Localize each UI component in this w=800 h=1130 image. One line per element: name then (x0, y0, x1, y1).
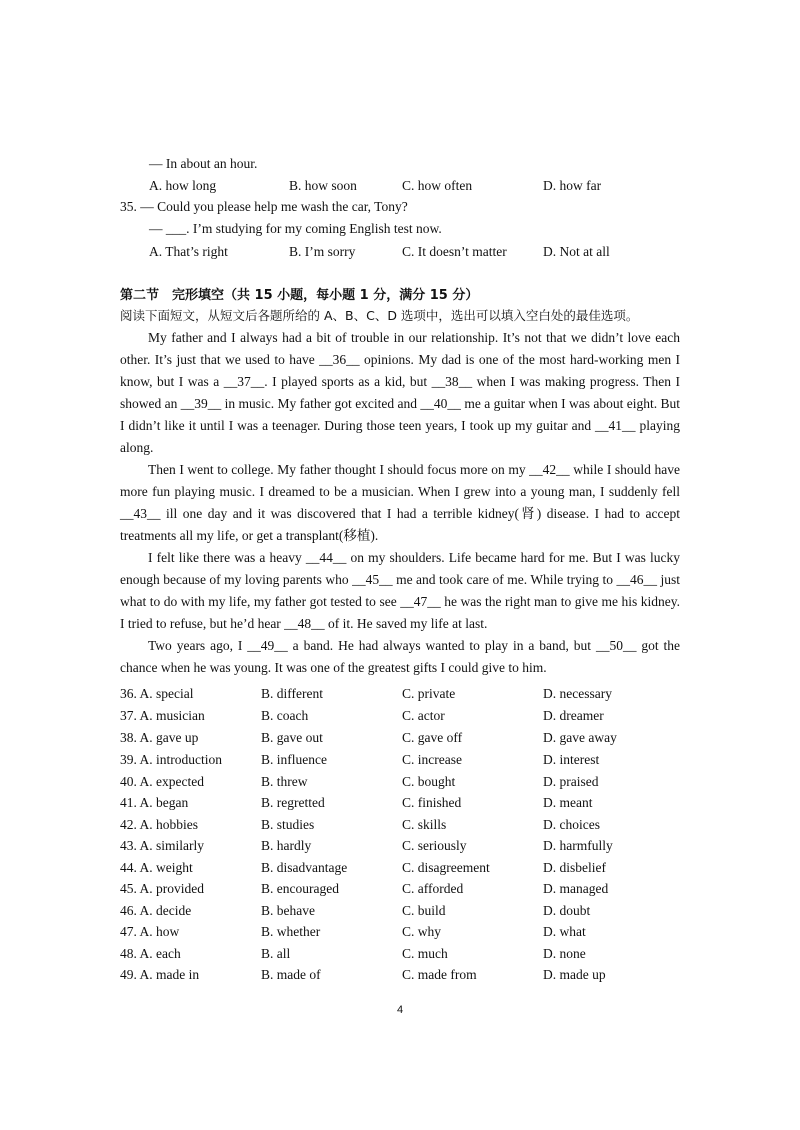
choice-d: D. gave away (543, 730, 617, 745)
choice-b: B. different (261, 686, 323, 701)
choice-a: 44. A. weight (120, 860, 193, 875)
choice-b: B. behave (261, 903, 315, 918)
choice-row (0, 772, 800, 792)
choice-row (0, 793, 800, 813)
q34-option-d: D. how far (543, 178, 602, 193)
choice-row (0, 836, 800, 856)
choice-row (0, 879, 800, 899)
choice-d: D. what (543, 924, 586, 939)
q34-option-b: B. how soon (289, 178, 357, 193)
choice-d: D. managed (543, 881, 609, 896)
paragraph-1-text: My father and I always had a bit of trouble in our relationship. It’s not that we didn’t love each other. It’s just that we used to have __36__ opinions. My dad is one of the most hard-working men I know, but I was a __37__. I played sports as a kid, but __38__ when I was making progress. Then I showed an __39__ in music. My father got excited and __40__ me a guitar when I was about eight. But I didn’t like it until I was a teenager. During those teen years, I took up my guitar and __41__ playing along. (120, 330, 680, 455)
choice-d: D. none (543, 946, 586, 961)
choice-d: D. made up (543, 967, 606, 982)
choice-c: C. build (402, 903, 446, 918)
choice-row (0, 965, 800, 985)
choice-a: 48. A. each (120, 946, 181, 961)
choice-row (0, 684, 800, 704)
choice-a: 37. A. musician (120, 708, 205, 723)
choice-b: B. regretted (261, 795, 325, 810)
q35-option-a: A. That’s right (149, 244, 228, 259)
q34-option-a: A. how long (149, 178, 217, 193)
choice-c: C. actor (402, 708, 445, 723)
choice-d: D. praised (543, 774, 599, 789)
choice-b: B. threw (261, 774, 308, 789)
choice-a: 42. A. hobbies (120, 817, 199, 832)
choice-b: B. gave out (261, 730, 323, 745)
choice-c: C. afforded (402, 881, 464, 896)
choice-c: C. seriously (402, 838, 467, 853)
choice-c: C. skills (402, 817, 447, 832)
choice-d: D. dreamer (543, 708, 604, 723)
choice-d: D. doubt (543, 903, 591, 918)
paragraph-2-text: Then I went to college. My father thought I should focus more on my __42__ while I should have more fun playing music. I dreamed to be a musician. When I grew into a young man, I suddenly fell __43__ ill one day and it was discovered that I had a terrible kidney(肾) disease. I had to accept treatments all my life, or get a transplant(移植). (120, 462, 680, 543)
choice-d: D. harmfully (543, 838, 613, 853)
choice-b: B. made of (261, 967, 321, 982)
choice-row (0, 750, 800, 770)
choice-d: D. disbelief (543, 860, 606, 875)
choice-c: C. why (402, 924, 442, 939)
choice-a: 45. A. provided (120, 881, 204, 896)
choice-a: 41. A. began (120, 795, 189, 810)
choice-row (0, 815, 800, 835)
choice-a: 43. A. similarly (120, 838, 204, 853)
passage-paragraph-4 (120, 635, 680, 679)
q35-options (0, 242, 800, 262)
choice-a: 40. A. expected (120, 774, 204, 789)
choice-b: B. coach (261, 708, 309, 723)
choice-row (0, 728, 800, 748)
choice-row (0, 858, 800, 878)
choice-c: C. increase (402, 752, 462, 767)
choice-d: D. interest (543, 752, 600, 767)
choice-b: B. hardly (261, 838, 312, 853)
q35-option-b: B. I’m sorry (289, 244, 356, 259)
paragraph-3-text: I felt like there was a heavy __44__ on my shoulders. Life became hard for me. But I was lucky enough because of my loving parents who __45__ me and took care of me. While trying to __46__ just what to do with my life, my father got tested to see __47__ he was the right man to give me his kidney. I tried to refuse, but he’d hear __48__ of it. He saved my life at last. (120, 550, 680, 631)
choice-c: C. finished (402, 795, 462, 810)
choice-c: C. gave off (402, 730, 463, 745)
choice-a: 38. A. gave up (120, 730, 199, 745)
choice-b: B. whether (261, 924, 321, 939)
choice-row (0, 706, 800, 726)
choice-row (0, 901, 800, 921)
choice-c: C. made from (402, 967, 477, 982)
paragraph-4-text: Two years ago, I __49__ a band. He had always wanted to play in a band, but __50__ got the chance when he was young. It was one of the greatest gifts I could give to him. (120, 638, 680, 675)
choice-c: C. much (402, 946, 448, 961)
q35-response: — ___. I’m studying for my coming English test now. (149, 221, 442, 236)
choice-c: C. private (402, 686, 456, 701)
choice-a: 46. A. decide (120, 903, 192, 918)
choice-b: B. disadvantage (261, 860, 348, 875)
choice-b: B. studies (261, 817, 315, 832)
choice-b: B. encouraged (261, 881, 339, 896)
q34-options (0, 176, 800, 196)
choice-d: D. necessary (543, 686, 612, 701)
q35-option-d: D. Not at all (543, 244, 610, 259)
passage-paragraph-3 (120, 547, 680, 635)
choice-d: D. meant (543, 795, 593, 810)
choice-row (0, 922, 800, 942)
page-number: 4 (396, 1004, 404, 1016)
q34-answer-line: — In about an hour. (149, 156, 258, 171)
section-instruction: 阅读下面短文，从短文后各题所给的 A、B、C、D 选项中，选出可以填入空白处的最佳选项。 (120, 308, 639, 323)
choice-a: 39. A. introduction (120, 752, 222, 767)
passage-paragraph-2 (120, 459, 680, 547)
passage-paragraph-1 (120, 327, 680, 459)
choice-row (0, 944, 800, 964)
choice-a: 49. A. made in (120, 967, 200, 982)
choice-a: 36. A. special (120, 686, 194, 701)
choice-b: B. all (261, 946, 291, 961)
choice-a: 47. A. how (120, 924, 180, 939)
q34-option-c: C. how often (402, 178, 473, 193)
section-title: 第二节 完形填空（共 15 小题，每小题 1 分，满分 15 分） (120, 288, 479, 303)
q35-question: 35. — Could you please help me wash the car, Tony? (120, 199, 408, 214)
q35-option-c: C. It doesn’t matter (402, 244, 507, 259)
choice-c: C. disagreement (402, 860, 490, 875)
choice-c: C. bought (402, 774, 456, 789)
choice-b: B. influence (261, 752, 327, 767)
choice-d: D. choices (543, 817, 600, 832)
